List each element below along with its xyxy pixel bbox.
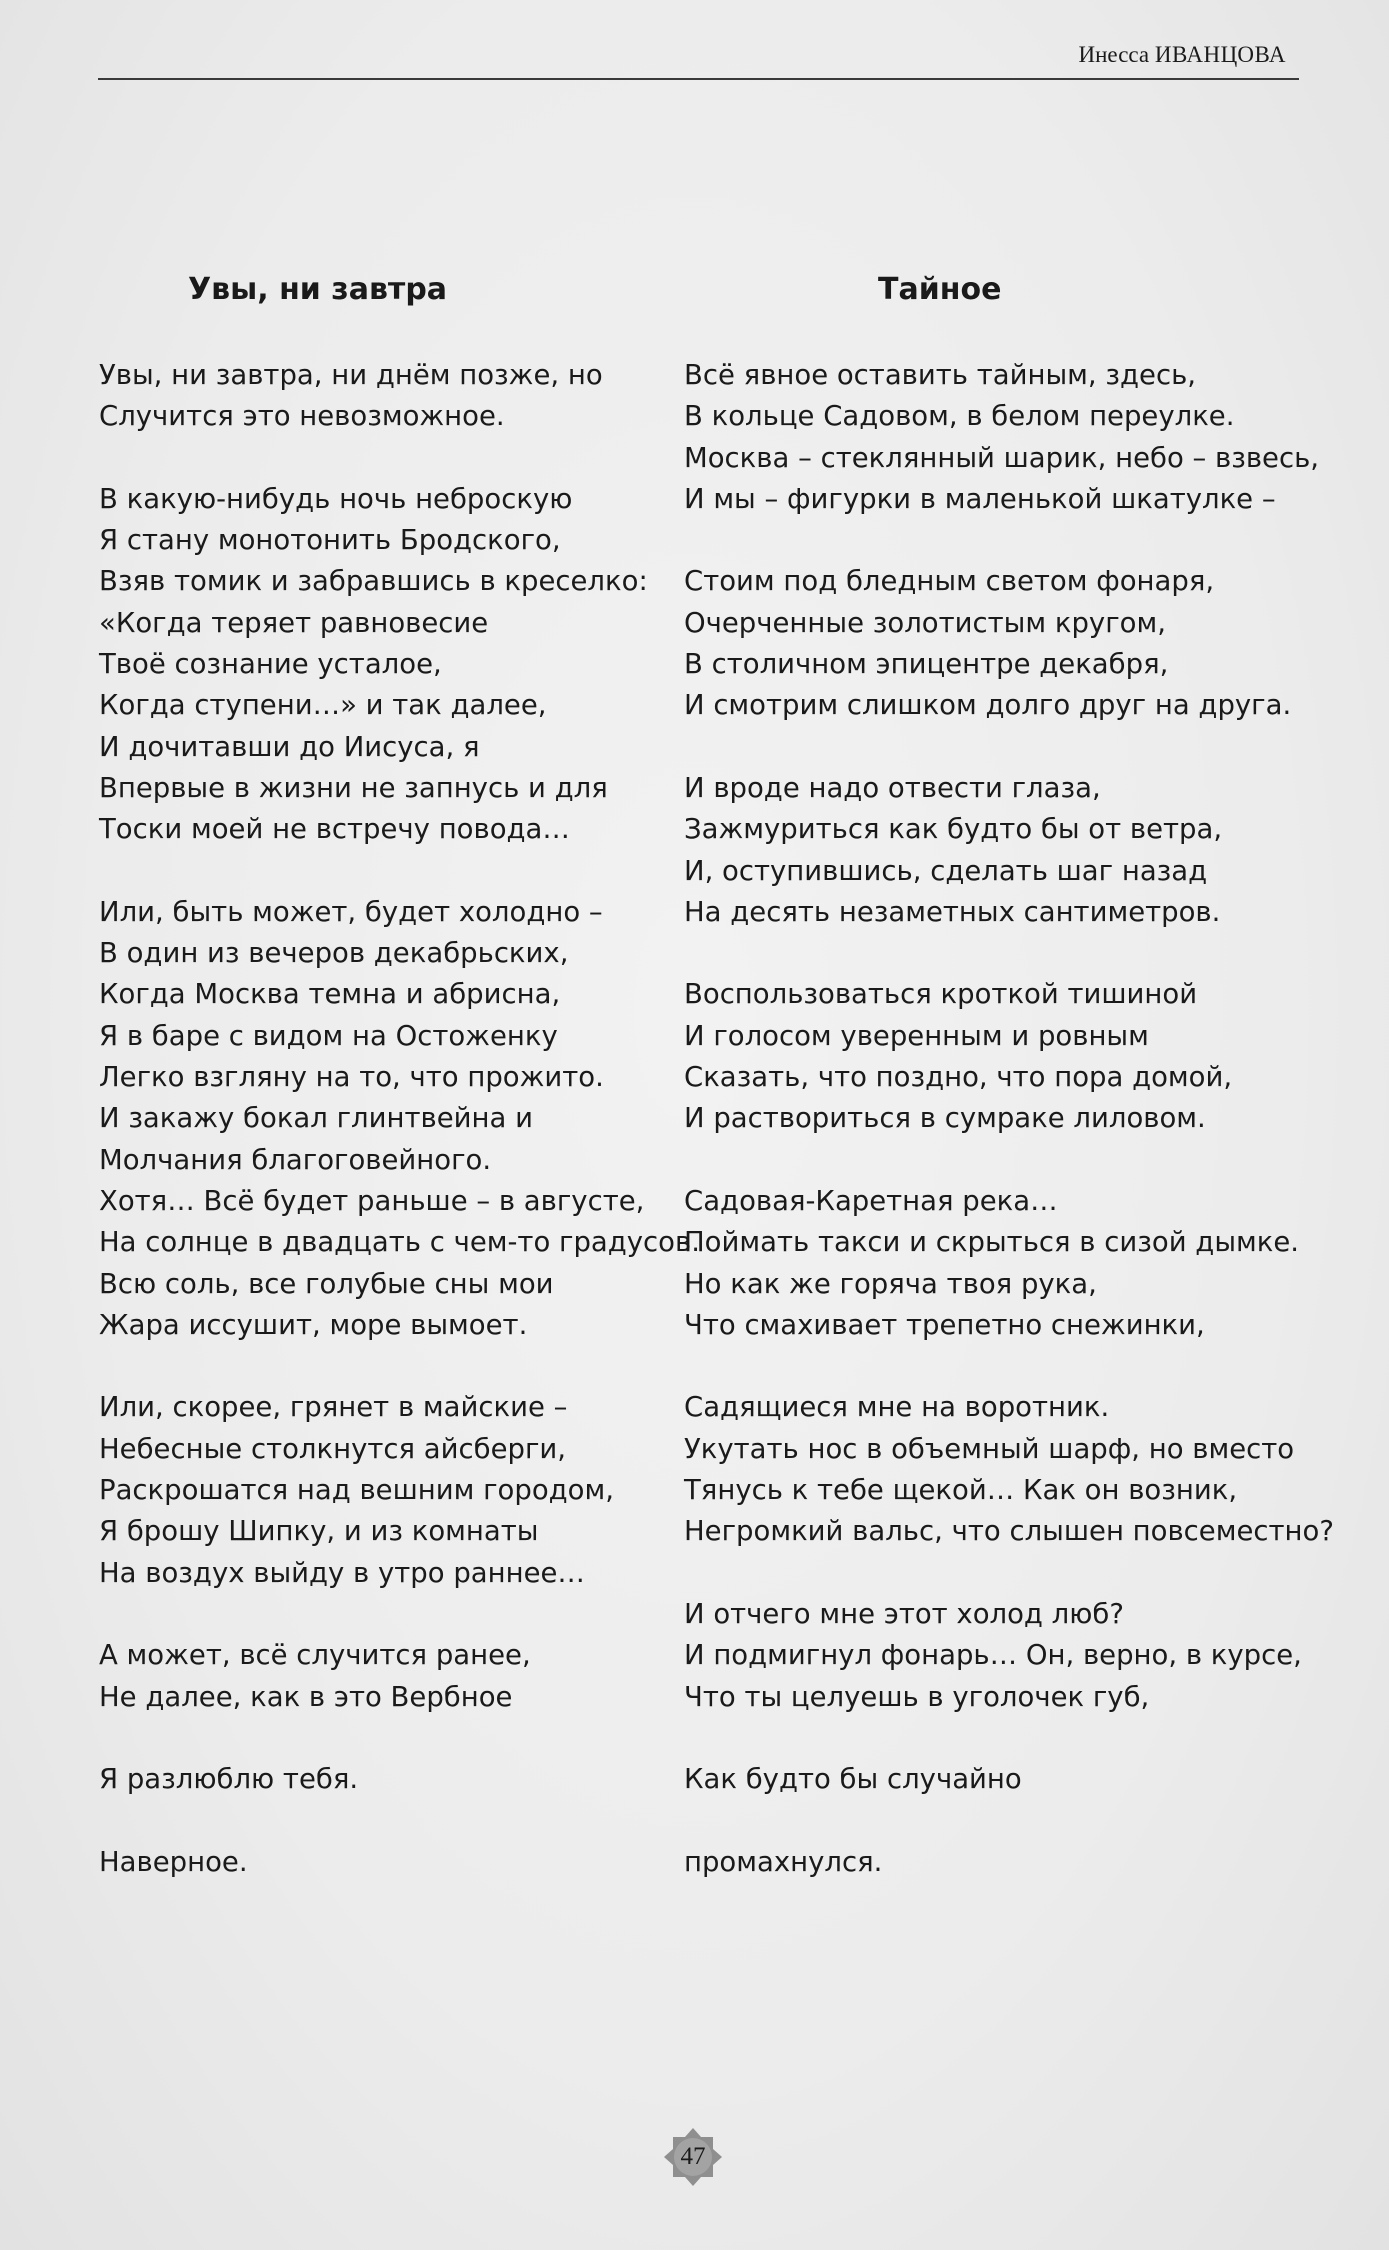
stanza bbox=[99, 1842, 679, 1883]
poem-line: Раскрошатся над вешним городом, bbox=[99, 1474, 614, 1507]
poem-line: Хотя… Всё будет раньше – в августе, bbox=[99, 1184, 645, 1217]
poem-line: Но как же горяча твоя рука, bbox=[684, 1267, 1097, 1300]
poem-line: Поймать такси и скрыться в сизой дымке. bbox=[684, 1226, 1300, 1259]
poem-line: Воспользоваться кроткой тишиной bbox=[684, 978, 1198, 1011]
poem-line: И голосом уверенным и ровным bbox=[684, 1019, 1149, 1052]
poem-line: И дочитавши до Иисуса, я bbox=[99, 730, 480, 763]
poem-line: промахнулся. bbox=[684, 1845, 883, 1878]
poem-line: Или, скорее, грянет в майские – bbox=[99, 1391, 568, 1424]
poem-line: Когда ступени…» и так далее, bbox=[99, 689, 547, 722]
poem-line: Укутать нос в объемный шарф, но вместо bbox=[684, 1432, 1295, 1465]
poem-line: А может, всё случится ранее, bbox=[99, 1639, 531, 1672]
poem-line: И мы – фигурки в маленькой шкатулке – bbox=[684, 482, 1276, 515]
poem-line: Очерченные золотистым кругом, bbox=[684, 606, 1166, 639]
stanza bbox=[99, 892, 700, 1346]
poem-line: В какую-нибудь ночь неброскую bbox=[99, 482, 573, 515]
stanza bbox=[99, 1635, 679, 1718]
poem-line: Зажмуриться как будто бы от ветра, bbox=[684, 813, 1223, 846]
author-first-name: Инесса bbox=[1078, 42, 1150, 67]
poem-line: Взяв томик и забравшись в креселко: bbox=[99, 565, 648, 598]
poem-line: На солнце в двадцать с чем-то градусов. bbox=[99, 1226, 700, 1259]
poem-line: Садовая-Каретная река… bbox=[684, 1184, 1058, 1217]
poem-line: Тоски моей не встречу повода… bbox=[99, 813, 570, 846]
running-header bbox=[1079, 42, 1287, 68]
poem-line: Небесные столкнутся айсберги, bbox=[99, 1432, 567, 1465]
poem-title-left: Увы, ни завтра bbox=[188, 272, 448, 307]
poem-line: Твоё сознание усталое, bbox=[99, 648, 442, 681]
poem-line: Как будто бы случайно bbox=[684, 1763, 1022, 1796]
poem-line: В столичном эпицентре декабря, bbox=[684, 648, 1169, 681]
poem-line: Впервые в жизни не запнусь и для bbox=[99, 771, 608, 804]
poem-line: Легко взгляну на то, что прожито. bbox=[99, 1061, 604, 1094]
poem-line: Что ты целуешь в уголочек губ, bbox=[684, 1680, 1150, 1713]
poem-line: Негромкий вальс, что слышен повсеместно? bbox=[684, 1515, 1334, 1548]
poem-line: Когда Москва темна и абрисна, bbox=[99, 978, 561, 1011]
poem-right-body bbox=[684, 355, 1334, 1883]
poem-line: В кольце Садовом, в белом переулке. bbox=[684, 400, 1235, 433]
poem-left-body bbox=[99, 355, 700, 1883]
stanza bbox=[99, 1387, 679, 1593]
poem-line: Я в баре с видом на Остоженку bbox=[99, 1019, 558, 1052]
poem-line: И вроде надо отвести глаза, bbox=[684, 771, 1101, 804]
stanza bbox=[684, 355, 1320, 520]
poem-line: Всё явное оставить тайным, здесь, bbox=[684, 359, 1197, 391]
header-rule bbox=[98, 78, 1299, 80]
poem-line: Я брошу Шипку, и из комнаты bbox=[99, 1515, 539, 1548]
stanza bbox=[684, 1759, 1304, 1800]
stanza bbox=[684, 1387, 1334, 1552]
stanza bbox=[684, 1842, 1304, 1883]
poem-line: Или, быть может, будет холодно – bbox=[99, 895, 603, 928]
stanza bbox=[684, 974, 1304, 1139]
poem-line: Молчания благоговейного. bbox=[99, 1143, 492, 1176]
poem-line: Увы, ни завтра, ни днём позже, но bbox=[99, 359, 603, 391]
stanza bbox=[684, 1594, 1304, 1718]
poem-line: И, оступившись, сделать шаг назад bbox=[684, 854, 1208, 887]
poem-line: Я разлюблю тебя. bbox=[99, 1763, 359, 1796]
poem-line: Стоим под бледным светом фонаря, bbox=[684, 565, 1215, 598]
poem-line: Жара иссушит, море вымоет. bbox=[99, 1308, 528, 1341]
poem-line: И подмигнул фонарь… Он, верно, в курсе, bbox=[684, 1639, 1302, 1672]
poem-line: Случится это невозможное. bbox=[99, 400, 505, 433]
poem-line: Садящиеся мне на воротник. bbox=[684, 1391, 1110, 1424]
poem-line: Что смахивает трепетно снежинки, bbox=[684, 1308, 1205, 1341]
poem-line: Всю соль, все голубые сны мои bbox=[99, 1267, 554, 1300]
poem-line: И раствориться в сумраке лиловом. bbox=[684, 1102, 1206, 1135]
stanza bbox=[99, 1759, 679, 1800]
poem-line: И закажу бокал глинтвейна и bbox=[99, 1102, 533, 1135]
stanza bbox=[99, 479, 679, 851]
stanza bbox=[684, 561, 1304, 726]
poem-line: Тянусь к тебе щекой… Как он возник, bbox=[684, 1474, 1238, 1507]
poem-line: Не далее, как в это Вербное bbox=[99, 1680, 513, 1713]
poem-line: В один из вечеров декабрьских, bbox=[99, 937, 569, 970]
poem-line: Сказать, что поздно, что пора домой, bbox=[684, 1061, 1233, 1094]
author-last-name: ИВАНЦОВА bbox=[1154, 42, 1286, 67]
poem-line: Я стану монотонить Бродского, bbox=[99, 524, 561, 557]
stanza bbox=[684, 1181, 1304, 1346]
poem-line: На воздух выйду в утро раннее… bbox=[99, 1556, 585, 1589]
poem-line: Москва – стеклянный шарик, небо – взвесь, bbox=[684, 441, 1320, 474]
stanza bbox=[684, 768, 1304, 933]
poem-line: Наверное. bbox=[99, 1845, 248, 1878]
poem-line: И отчего мне этот холод люб? bbox=[684, 1597, 1124, 1630]
poem-line: На десять незаметных сантиметров. bbox=[684, 895, 1221, 928]
page-number-badge bbox=[664, 2128, 722, 2186]
poem-line: «Когда теряет равновесие bbox=[99, 606, 489, 639]
page-number: 47 bbox=[680, 2143, 706, 2170]
poem-title-right: Тайное bbox=[878, 272, 1002, 307]
stanza bbox=[99, 355, 679, 438]
poem-line: И смотрим слишком долго друг на друга. bbox=[684, 689, 1292, 722]
